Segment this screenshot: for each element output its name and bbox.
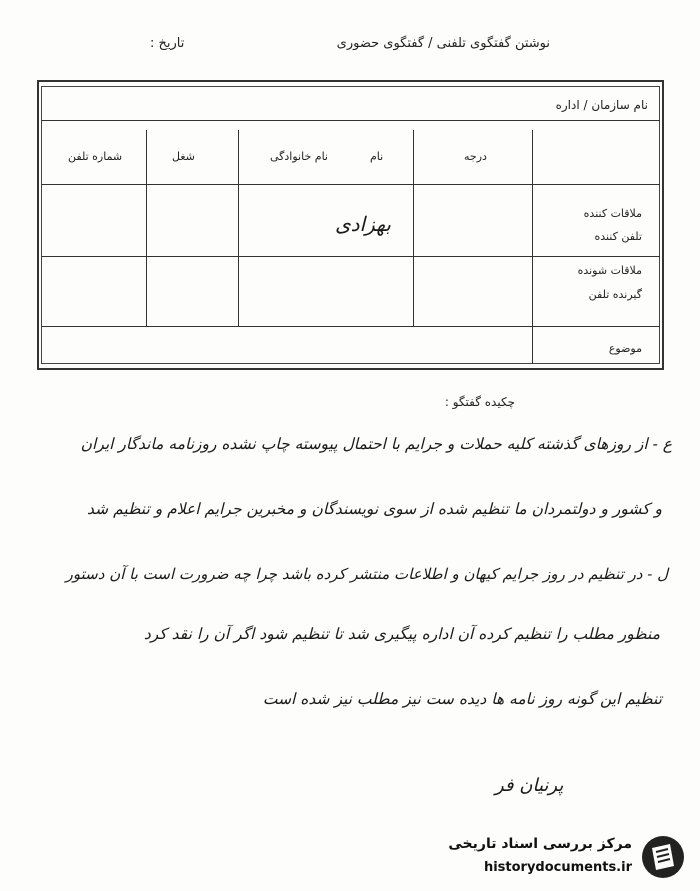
column-divider <box>413 130 414 326</box>
visitor-family-value: بهزادی <box>335 212 391 236</box>
handwritten-line: ل - در تنظیم در روز جرایم کیهان و اطلاعات منتشر کرده باشد چرا چه ضرورت است با آن دستور <box>65 565 668 583</box>
book-icon <box>640 834 686 880</box>
row-visited: ملاقات شونده <box>577 264 642 277</box>
org-label: نام سازمان / اداره <box>555 98 648 112</box>
column-divider <box>238 130 239 326</box>
handwritten-line: تنظیم این گونه روز نامه ها دیده ست نیز مطلب نیز شده است <box>262 690 662 708</box>
col-family: نام خانوادگی <box>270 150 328 163</box>
table-divider <box>41 184 660 185</box>
col-job: شغل <box>172 150 195 163</box>
column-divider <box>532 130 533 364</box>
handwritten-line: منظور مطلب را تنظیم کرده آن اداره پیگیری شد تا تنظیم شود اگر آن را نقد کرد <box>143 625 660 643</box>
handwritten-line: ع - از روزهای گذشته کلیه حملات و جرایم با احتمال پیوسته چاپ نشده روزنامه ماندگار ایران <box>80 435 672 453</box>
column-divider <box>146 130 147 326</box>
row-caller: تلفن کننده <box>594 230 642 243</box>
row-visitor: ملاقات کننده <box>583 207 642 220</box>
col-name: نام <box>370 150 384 163</box>
logo-url: historydocuments.ir <box>483 860 632 875</box>
table-divider <box>41 326 660 327</box>
date-label: تاریخ : <box>150 36 185 51</box>
table-divider <box>41 256 660 257</box>
col-phone: شماره تلفن <box>68 150 123 163</box>
table-divider <box>41 120 660 121</box>
archive-logo <box>418 832 690 884</box>
handwritten-line: و کشور و دولتمردان ما تنظیم شده از سوی نویسندگان و مخبرین جرایم اعلام و تنظیم شد <box>87 500 662 518</box>
col-rank: درجه <box>464 150 487 163</box>
logo-title: مرکز بررسی اسناد تاریخی <box>448 836 632 852</box>
form-title: نوشتن گفتگوی تلفنی / گفتگوی حضوری <box>336 36 550 51</box>
row-subject: موضوع <box>608 342 642 355</box>
summary-label: چکیده گفتگو : <box>444 395 515 409</box>
row-receiver: گیرنده تلفن <box>588 288 642 301</box>
signature: پرنیان فر <box>495 775 564 796</box>
